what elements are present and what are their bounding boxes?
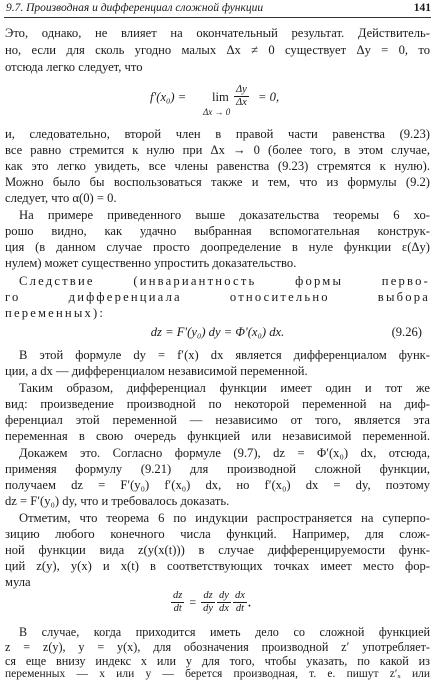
text-line: В этой формуле dy = f′(x) dx является дифференциалом функ- xyxy=(19,348,430,362)
text-line: На примере приведенного выше доказательства теоремы 6 хо- xyxy=(19,208,430,222)
text-line: но, если для сколь угодно малых Δx ≠ 0 существует Δy = 0, то xyxy=(5,43,430,57)
text-line: нулем) может существенно упростить доказательство. xyxy=(5,256,297,270)
text-line: все равно стремится к нулю при Δx → 0 (более того, в этом случае, xyxy=(5,143,430,157)
text-line: зицию любого конечного числа функций. Например, для слож- xyxy=(5,527,430,541)
text-line: В случае, когда приходится иметь дело со сложной функцией xyxy=(19,625,430,639)
text-line: z = z(y), y = y(x), для обозначения производной z′ употребляет- xyxy=(5,640,430,654)
text-line: ся еще внизу индекс x или y для того, чтобы указать, по какой из xyxy=(5,654,430,668)
numerator: dy xyxy=(219,590,229,601)
equals-sign: = xyxy=(189,595,197,609)
text-line: следует, что α(0) = 0. xyxy=(5,191,117,205)
equation-number: (9.26) xyxy=(391,325,422,339)
text-line: как это легко увидеть, все члены равенства (9.23) стремятся к нулю). xyxy=(5,159,430,173)
denominator: dx xyxy=(219,603,229,614)
denominator: dt xyxy=(173,603,182,614)
text-line: Таким образом, дифференциал функции имеет один и тот же xyxy=(19,381,430,395)
text-line: применяя формулу (9.21) для производной сложной функции, xyxy=(5,462,430,476)
fraction xyxy=(233,590,247,615)
limit-numerator: Δy xyxy=(236,84,247,95)
limit-lim: lim xyxy=(212,90,229,104)
text-line: переменных — x или y — берется производная, т. е. пишут z′ₓ или xyxy=(5,668,430,680)
fraction xyxy=(217,590,231,615)
text-line: ции, а dx — дифференциалом независимой переменной. xyxy=(5,364,308,378)
text-line: ция (в данном случае просто доопределение в нуле функции ε(Δy) xyxy=(5,240,430,254)
text-line: ций z(y), y(x) и x(t) в соответствующих точках имеет место фор- xyxy=(5,559,430,573)
corollary-line: Следствие (инвариантность формы перво- xyxy=(19,274,430,288)
formula-limit xyxy=(0,82,435,122)
text-line: получаем dz = F′(y₀) f′(x₀) dx, но f′(x₀) dx = dy, поэтому xyxy=(5,478,430,492)
period: . xyxy=(247,593,252,611)
formula-9-26-body: dz = F′(y₀) dy = Φ′(x₀) dx. xyxy=(150,325,285,339)
formula-chain-rule xyxy=(170,590,252,624)
running-header xyxy=(6,0,431,16)
text-line: переменная в свою очередь функцией или независимой переменной. xyxy=(5,429,430,443)
text-line: мула xyxy=(5,575,31,589)
section-title: 9.7. Производная и дифференциал сложной функции xyxy=(6,2,264,14)
text-line: рошо видно, как удачно выбранная вспомогательная конструк- xyxy=(5,224,430,238)
text-line: ной функции вида z(y(x(t))) в случае дифференцируемости функ- xyxy=(5,543,430,557)
page-number: 141 xyxy=(413,2,431,14)
corollary-line: го дифференциала относительно выбора xyxy=(5,290,430,304)
text-line: отсюда легко следует, что xyxy=(5,60,143,74)
limit-lhs: f′(x₀) = xyxy=(150,90,187,104)
text-line: dz = F′(y₀) dy, что и требовалось доказать. xyxy=(5,494,230,508)
fraction xyxy=(201,590,215,615)
numerator: dx xyxy=(234,590,245,601)
limit-denominator: Δx xyxy=(236,97,247,108)
limit-subscript: Δx → 0 xyxy=(203,107,231,117)
text-line: и, следовательно, второй член в правой части равенства (9.23) xyxy=(5,127,430,141)
text-line: Отметим, что теорема 6 по индукции распространяется на суперпо- xyxy=(19,511,430,525)
text-line: Докажем это. Согласно формуле (9.7), dz = Φ′(x₀) dx, отсюда, xyxy=(19,446,430,460)
limit-rhs: = 0, xyxy=(258,90,280,104)
denominator: dy xyxy=(203,603,214,614)
limit-fraction xyxy=(234,84,249,109)
fraction xyxy=(171,590,184,615)
text-line: ференциал этой переменной — независимо от того, является эта xyxy=(5,413,430,427)
text-line: Это, однако, не влияет на окончательный результат. Действитель- xyxy=(5,26,430,40)
numerator: dz xyxy=(201,590,215,603)
numerator: dz xyxy=(173,590,183,601)
formula-9-26 xyxy=(5,325,430,340)
corollary-line: переменных): xyxy=(5,306,106,320)
text-line: Можно было бы воспользоваться также и тем, что из формулы (9.2) xyxy=(5,175,430,189)
denominator: dt xyxy=(235,603,245,614)
header-rule xyxy=(4,17,431,18)
text-line: вид: произведение производной по некоторой переменной на диф- xyxy=(5,397,430,411)
